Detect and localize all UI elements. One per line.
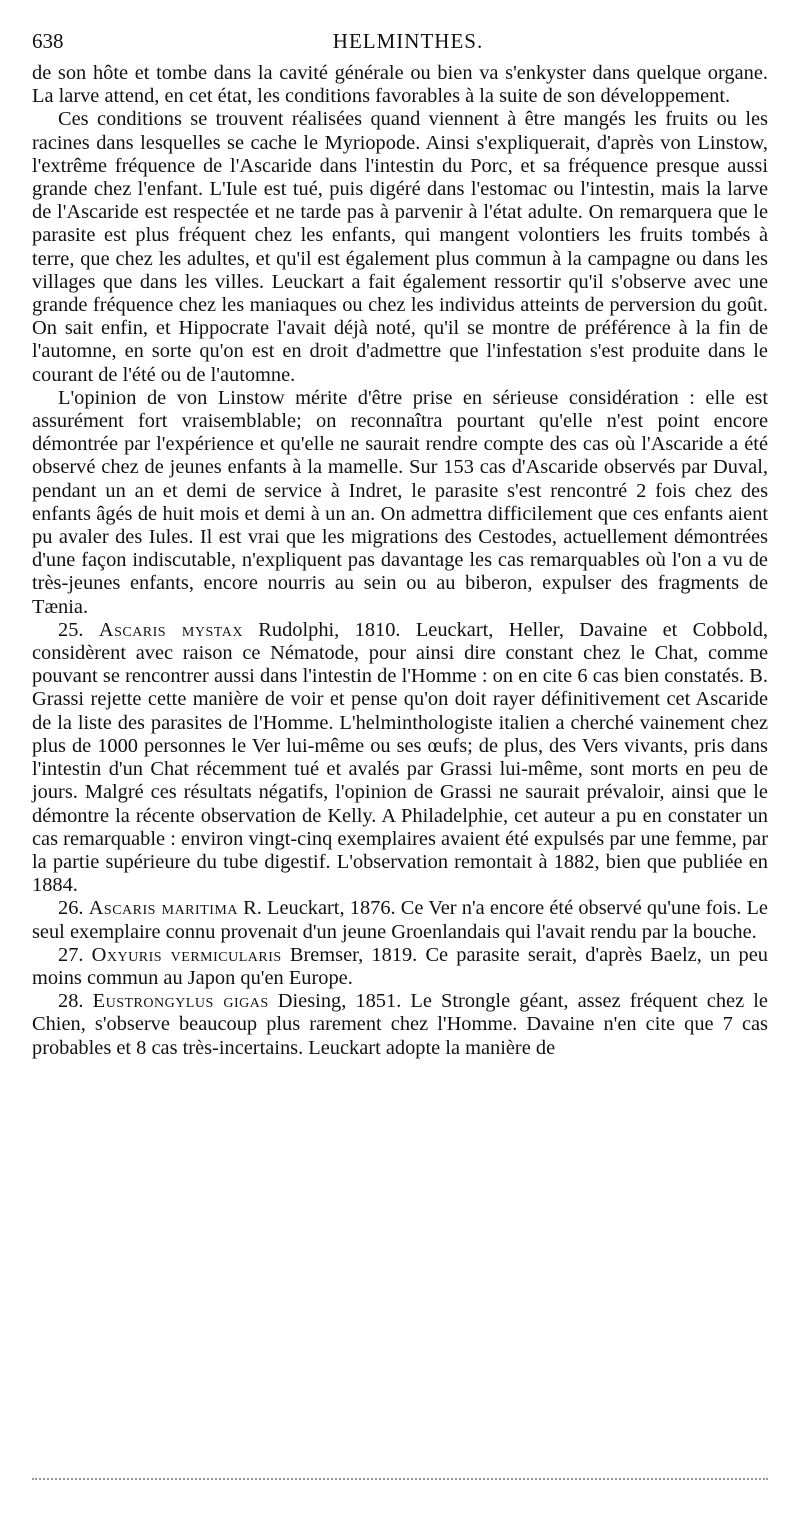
entry-text: Diesing, 1851. Le Strongle géant, assez fréquent chez le Chien, s'observe beaucoup plus rarement chez l'Homme. Davaine n'en cite que 7 cas probables et 8 cas très-incertains. Leuckart adopte la manière de xyxy=(32,990,768,1059)
entry-number: 27. xyxy=(58,943,84,966)
entry-28 xyxy=(32,990,768,1060)
running-head xyxy=(32,26,784,56)
paragraph-linstow-hypothesis: Ces conditions se trouvent réalisées quand viennent à être mangés les fruits ou les racines dans lesquelles se cache le Myriopode. Ainsi s'expliquerait, d'après von Linstow, l'extrême fréquence de l'Ascaride dans l'intestin du Porc, et sa fréquence presque aussi grande chez l'enfant. L'Iule est tué, puis digéré dans l'estomac ou l'intestin, mais la larve de l'Ascaride est respectée et ne tarde pas à parvenir à l'état adulte. On remarquera que le parasite est plus fréquent chez les enfants, qui mangent volontiers les fruits tombés à terre, que chez les adultes, et qu'il est également plus commun à la campagne ou dans les villages que dans les villes. Leuckart a fait également ressortir qu'il s'observe avec une grande fréquence chez les maniaques ou chez les individus atteints de perversion du goût. On sait enfin, et Hippocrate l'avait déjà noté, qu'il se montre de préférence à la fin de l'automne, en sorte qu'on est en droit d'admettre que l'infestation s'est produite dans le courant de l'été ou de l'automne. xyxy=(32,108,768,386)
entry-27 xyxy=(32,944,768,990)
entry-26 xyxy=(32,897,768,943)
entry-text: Bremser, 1819. Ce parasite serait, d'après Baelz, un peu moins commun au Japon qu'en Europe. xyxy=(32,943,768,989)
entry-text: R. Leuckart, 1876. Ce Ver n'a encore été observé qu'une fois. Le seul exemplaire connu provenait d'un jeune Groenlandais qui l'avait rendu par la bouche. xyxy=(32,897,768,943)
footer-rule xyxy=(32,1478,768,1480)
species-name: Eustrongylus gigas xyxy=(92,990,269,1013)
entry-number: 25. xyxy=(58,618,84,641)
entry-number: 26. xyxy=(58,897,84,920)
paragraph-linstow-opinion: L'opinion de von Linstow mérite d'être prise en sérieuse considération : elle est assurément fort vraisemblable; on reconnaîtra pourtant qu'elle n'est point encore démontrée par l'expérience et qu'elle ne saurait rendre compte des cas où l'Ascaride a été observé chez de jeunes enfants à la mamelle. Sur 153 cas d'Ascaride observés par Duval, pendant un an et demi de service à Indret, le parasite s'est rencontré 2 fois chez des enfants âgés de huit mois et demi à un an. On admettra difficilement que ces enfants aient pu avaler des Iules. Il est vrai que les migrations des Cestodes, actuellement démontrées d'une façon indiscutable, n'expliquent pas davantage les cas remarquables où l'on a vu de très-jeunes enfants, encore nourris au sein ou au biberon, expulser des fragments de Tænia. xyxy=(32,386,768,618)
entry-25 xyxy=(32,619,768,897)
page-number: 638 xyxy=(32,29,64,53)
entry-text: Rudolphi, 1810. Leuckart, Heller, Davaine et Cobbold, considèrent avec raison ce Nématode, pour ainsi dire constant chez le Chat, comme pouvant se rencontrer aussi dans l'intestin de l'Homme : on en cite 6 cas bien constatés. B. Grassi rejette cette manière de voir et pense qu'on doit rayer définitivement cet Ascaride de la liste des parasites de l'Homme. L'helminthologiste italien a cherché vainement chez plus de 1000 personnes le Ver lui-même ou ses œufs; de plus, des Vers vivants, pris dans l'intestin d'un Chat récemment tué et avalés par Grassi lui-même, sont morts en peu de jours. Malgré ces résultats négatifs, l'opinion de Grassi ne saurait prévaloir, ainsi que le démontre la récente observation de Kelly. A Philadelphie, cet auteur a pu en constater un cas remarquable : environ vingt-cinq exemplaires avaient été expulsés par une femme, par la partie supérieure du tube digestif. L'observation remontait à 1882, bien que publiée en 1884. xyxy=(32,618,768,897)
running-title: HELMINTHES. xyxy=(332,29,484,53)
entry-number: 28. xyxy=(58,990,84,1013)
paragraph-continued: de son hôte et tombe dans la cavité générale ou bien va s'enkyster dans quelque organe. La larve attend, en cet état, les conditions favorables à la suite de son développement. xyxy=(32,62,768,108)
body-text xyxy=(32,62,768,1060)
species-name: Ascaris maritima xyxy=(88,897,238,920)
species-name: Oxyuris vermicularis xyxy=(91,943,282,966)
species-name: Ascaris mystax xyxy=(98,618,243,641)
